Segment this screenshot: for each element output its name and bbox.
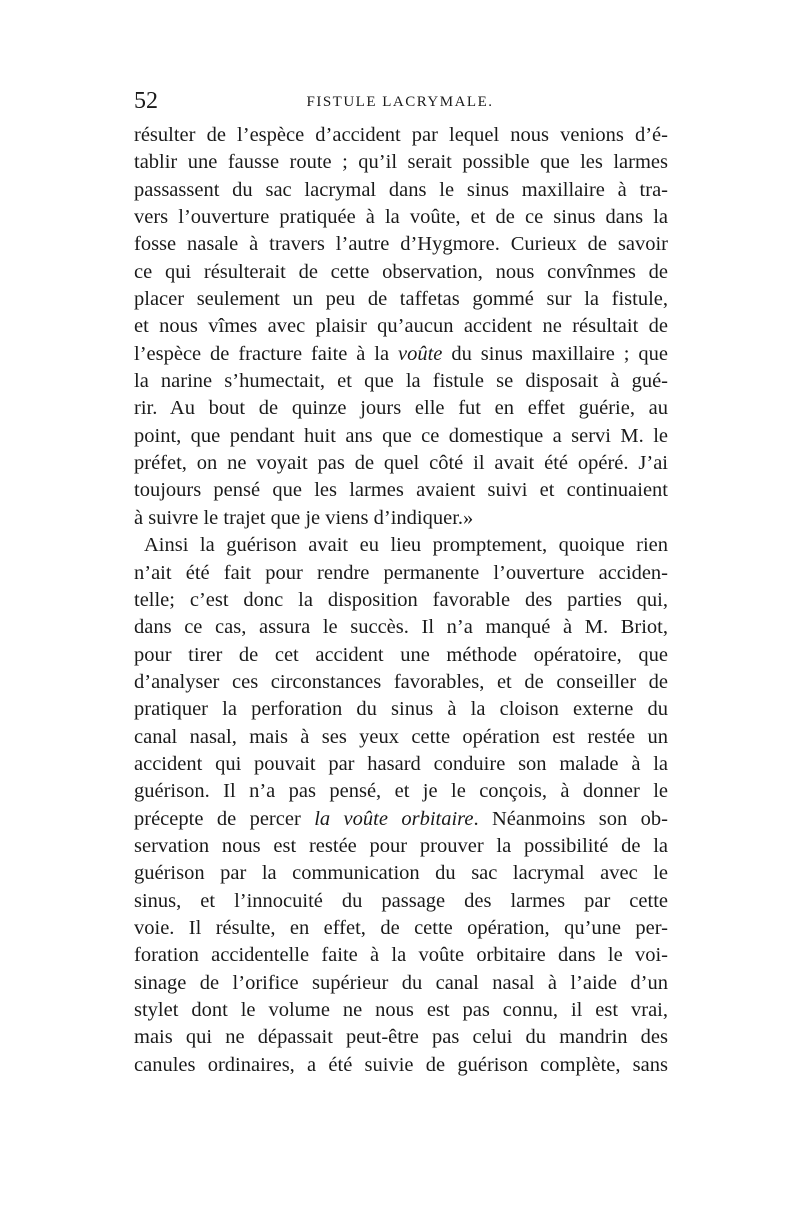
- text-line: [134, 368, 668, 395]
- text-segment: n’ait été fait pour rendre permanente l’ouverture acciden-: [134, 561, 668, 584]
- text-line: [134, 669, 668, 696]
- text-line: [134, 724, 668, 751]
- body-text: [134, 122, 668, 1079]
- text-segment: mais qui ne dépassait peut-être pas celui du mandrin des: [134, 1026, 668, 1049]
- text-line: [134, 751, 668, 778]
- text-line: [134, 259, 668, 286]
- text-line: [134, 587, 668, 614]
- text-line: [134, 149, 668, 176]
- text-line: [134, 860, 668, 887]
- text-line: [134, 560, 668, 587]
- italic-text-segment: voûte: [398, 342, 443, 365]
- text-segment: fosse nasale à travers l’autre d’Hygmore. Curieux de savoir: [134, 233, 668, 256]
- text-segment: foration accidentelle faite à la voûte orbitaire dans le voi-: [134, 944, 668, 967]
- text-segment: l’espèce de fracture faite à la: [134, 342, 398, 365]
- text-segment: Ainsi la guérison avait eu lieu promptement, quoique rien: [144, 534, 668, 557]
- text-segment: placer seulement un peu de taffetas gommé sur la fistule,: [134, 288, 668, 311]
- text-line: [134, 313, 668, 340]
- text-segment: à suivre le trajet que je viens d’indiquer.»: [134, 506, 474, 529]
- text-segment: accident qui pouvait par hasard conduire son malade à la: [134, 752, 668, 775]
- text-segment: pratiquer la perforation du sinus à la cloison externe du: [134, 698, 668, 721]
- text-segment: canules ordinaires, a été suivie de guérison complète, sans: [134, 1053, 668, 1076]
- text-segment: dans ce cas, assura le succès. Il n’a manqué à M. Briot,: [134, 616, 668, 639]
- text-line: [134, 1024, 668, 1051]
- text-line: [134, 833, 668, 860]
- text-segment: rir. Au bout de quinze jours elle fut en effet guérie, au: [134, 397, 668, 420]
- text-segment: voie. Il résulte, en effet, de cette opération, qu’une per-: [134, 916, 668, 939]
- text-segment: et nous vîmes avec plaisir qu’aucun accident ne résultait de: [134, 315, 668, 338]
- text-line: [134, 970, 668, 997]
- text-segment: résulter de l’espèce d’accident par lequel nous venions d’é-: [134, 124, 668, 146]
- text-segment: point, que pendant huit ans que ce domestique a servi M. le: [134, 424, 668, 447]
- text-segment: . Néanmoins son ob-: [473, 807, 668, 830]
- text-line: [134, 423, 668, 450]
- text-segment: du sinus maxillaire ; que: [442, 342, 669, 365]
- text-segment: la narine s’humectait, et que la fistule se disposait à gué-: [134, 370, 668, 393]
- text-line: [134, 696, 668, 723]
- text-segment: sinage de l’orifice supérieur du canal nasal à l’aide d’un: [134, 971, 668, 994]
- text-line: [134, 177, 668, 204]
- text-segment: servation nous est restée pour prouver la possibilité de la: [134, 834, 668, 857]
- text-line: [134, 122, 668, 149]
- text-segment: préfet, on ne voyait pas de quel côté il avait été opéré. J’ai: [134, 452, 668, 475]
- text-segment: stylet dont le volume ne nous est pas connu, il est vrai,: [134, 999, 668, 1021]
- text-segment: pour tirer de cet accident une méthode opératoire, que: [134, 643, 668, 666]
- text-line: [134, 642, 668, 669]
- text-line: [134, 942, 668, 969]
- italic-text-segment: la voûte orbitaire: [314, 807, 474, 830]
- text-line: [134, 778, 668, 805]
- text-line: [134, 614, 668, 641]
- text-line: [134, 915, 668, 942]
- text-segment: canal nasal, mais à ses yeux cette opération est restée un: [134, 725, 668, 748]
- text-segment: telle; c’est donc la disposition favorable des parties qui,: [134, 588, 668, 611]
- text-line: [134, 477, 668, 504]
- text-segment: précepte de percer: [134, 807, 315, 830]
- text-line: [134, 532, 668, 559]
- text-segment: sinus, et l’innocuité du passage des larmes par cette: [134, 889, 668, 912]
- page-number: 52: [134, 88, 158, 114]
- text-line: [134, 204, 668, 231]
- text-segment: toujours pensé que les larmes avaient suivi et continuaient: [134, 479, 668, 502]
- text-segment: d’analyser ces circonstances favorables, et de conseiller de: [134, 670, 668, 693]
- text-line: [134, 231, 668, 258]
- text-line: [134, 395, 668, 422]
- text-line: [134, 286, 668, 313]
- text-line: [134, 341, 668, 368]
- text-line: [134, 505, 668, 532]
- text-line: [134, 806, 668, 833]
- text-segment: guérison par la communication du sac lacrymal avec le: [134, 862, 668, 885]
- text-line: [134, 1052, 668, 1079]
- text-line: [134, 997, 668, 1024]
- running-title: FISTULE LACRYMALE.: [306, 94, 494, 110]
- text-line: [134, 450, 668, 477]
- text-segment: ce qui résulterait de cette observation, nous convînmes de: [134, 260, 668, 283]
- text-line: [134, 888, 668, 915]
- text-segment: guérison. Il n’a pas pensé, et je le conçois, à donner le: [134, 780, 668, 803]
- text-segment: vers l’ouverture pratiquée à la voûte, et de ce sinus dans la: [134, 206, 668, 229]
- page-header: [134, 86, 666, 122]
- text-segment: passassent du sac lacrymal dans le sinus maxillaire à tra-: [134, 178, 668, 201]
- text-segment: tablir une fausse route ; qu’il serait possible que les larmes: [134, 151, 668, 174]
